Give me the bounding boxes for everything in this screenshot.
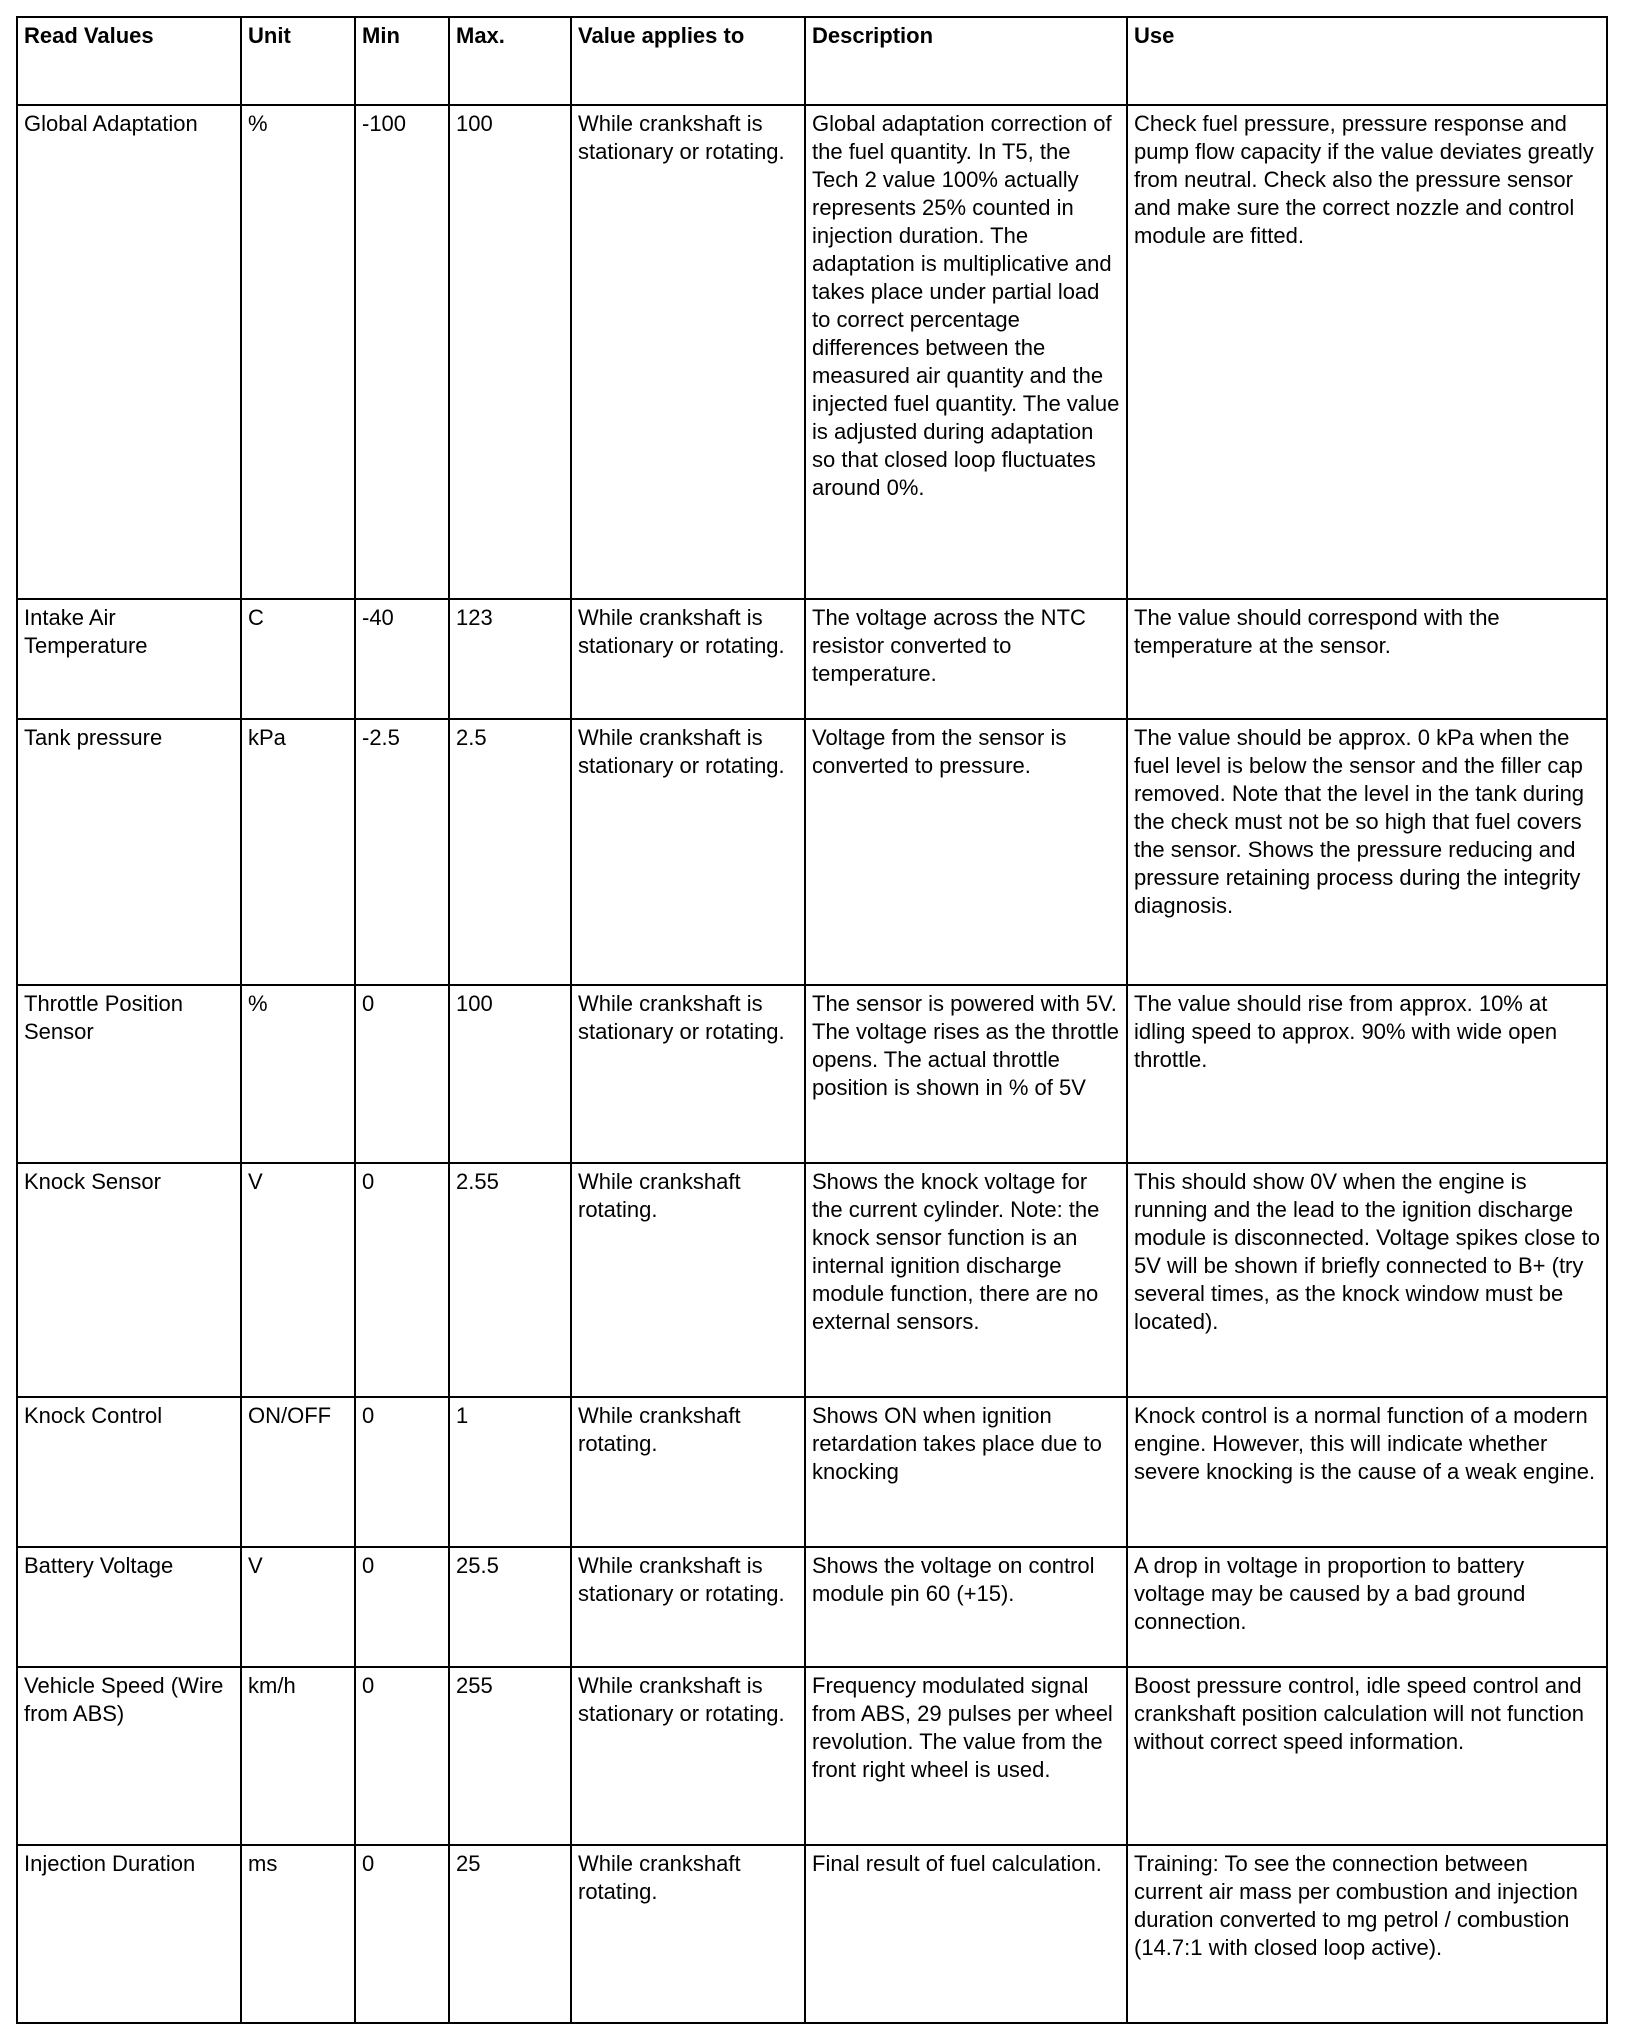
read-values-table	[16, 16, 1608, 2024]
cell-applies-to: While crankshaft is stationary or rotating.	[571, 599, 805, 719]
cell-read-value: Battery Voltage	[17, 1547, 241, 1667]
cell-max: 1	[449, 1397, 571, 1547]
header-row	[17, 17, 1607, 105]
cell-max: 2.5	[449, 719, 571, 985]
cell-max: 2.55	[449, 1163, 571, 1397]
cell-max: 100	[449, 985, 571, 1163]
table-row	[17, 985, 1607, 1163]
header-min: Min	[355, 17, 449, 105]
cell-max: 100	[449, 105, 571, 599]
cell-read-value: Throttle Position Sensor	[17, 985, 241, 1163]
cell-description: Shows the voltage on control module pin 60 (+15).	[805, 1547, 1127, 1667]
cell-min: 0	[355, 1547, 449, 1667]
cell-description: The voltage across the NTC resistor converted to temperature.	[805, 599, 1127, 719]
cell-max: 123	[449, 599, 571, 719]
cell-read-value: Knock Sensor	[17, 1163, 241, 1397]
header-max: Max.	[449, 17, 571, 105]
cell-max: 25.5	[449, 1547, 571, 1667]
cell-use: This should show 0V when the engine is running and the lead to the ignition discharge module is disconnected. Voltage spikes close to 5V will be shown if briefly connected to B+ (try several times, as the knock window must be located).	[1127, 1163, 1607, 1397]
cell-min: 0	[355, 1845, 449, 2023]
cell-unit: ON/OFF	[241, 1397, 355, 1547]
cell-min: 0	[355, 985, 449, 1163]
cell-unit: V	[241, 1547, 355, 1667]
cell-min: 0	[355, 1667, 449, 1845]
cell-unit: V	[241, 1163, 355, 1397]
cell-description: Shows ON when ignition retardation takes place due to knocking	[805, 1397, 1127, 1547]
cell-max: 255	[449, 1667, 571, 1845]
table-row	[17, 1845, 1607, 2023]
cell-min: 0	[355, 1397, 449, 1547]
cell-applies-to: While crankshaft is stationary or rotating.	[571, 985, 805, 1163]
cell-use: Check fuel pressure, pressure response and pump flow capacity if the value deviates greatly from neutral. Check also the pressure sensor and make sure the correct nozzle and control module are fitted.	[1127, 105, 1607, 599]
cell-description: The sensor is powered with 5V. The voltage rises as the throttle opens. The actual throttle position is shown in % of 5V	[805, 985, 1127, 1163]
cell-description: Frequency modulated signal from ABS, 29 pulses per wheel revolution. The value from the front right wheel is used.	[805, 1667, 1127, 1845]
cell-applies-to: While crankshaft rotating.	[571, 1845, 805, 2023]
table-row	[17, 1397, 1607, 1547]
cell-description: Global adaptation correction of the fuel quantity. In T5, the Tech 2 value 100% actually represents 25% counted in injection duration. The adaptation is multiplicative and takes place under partial load to correct percentage differences between the measured air quantity and the injected fuel quantity. The value is adjusted during adaptation so that closed loop fluctuates around 0%.	[805, 105, 1127, 599]
cell-use: Boost pressure control, idle speed control and crankshaft position calculation will not function without correct speed information.	[1127, 1667, 1607, 1845]
table-row	[17, 1547, 1607, 1667]
table-row	[17, 1163, 1607, 1397]
cell-read-value: Vehicle Speed (Wire from ABS)	[17, 1667, 241, 1845]
cell-description: Voltage from the sensor is converted to pressure.	[805, 719, 1127, 985]
cell-use: Training: To see the connection between current air mass per combustion and injection duration converted to mg petrol / combustion (14.7:1 with closed loop active).	[1127, 1845, 1607, 2023]
cell-min: -40	[355, 599, 449, 719]
cell-description: Final result of fuel calculation.	[805, 1845, 1127, 2023]
cell-applies-to: While crankshaft is stationary or rotating.	[571, 105, 805, 599]
header-unit: Unit	[241, 17, 355, 105]
read-values-document	[16, 16, 1606, 2024]
header-read-values: Read Values	[17, 17, 241, 105]
cell-read-value: Global Adaptation	[17, 105, 241, 599]
header-description: Description	[805, 17, 1127, 105]
cell-max: 25	[449, 1845, 571, 2023]
cell-unit: %	[241, 105, 355, 599]
cell-unit: ms	[241, 1845, 355, 2023]
header-use: Use	[1127, 17, 1607, 105]
cell-use: The value should rise from approx. 10% at idling speed to approx. 90% with wide open throttle.	[1127, 985, 1607, 1163]
cell-applies-to: While crankshaft is stationary or rotating.	[571, 1547, 805, 1667]
cell-use: Knock control is a normal function of a modern engine. However, this will indicate whether severe knocking is the cause of a weak engine.	[1127, 1397, 1607, 1547]
cell-min: 0	[355, 1163, 449, 1397]
cell-read-value: Tank pressure	[17, 719, 241, 985]
cell-applies-to: While crankshaft is stationary or rotating.	[571, 719, 805, 985]
cell-description: Shows the knock voltage for the current cylinder. Note: the knock sensor function is an internal ignition discharge module function, there are no external sensors.	[805, 1163, 1127, 1397]
cell-unit: kPa	[241, 719, 355, 985]
cell-unit: C	[241, 599, 355, 719]
table-row	[17, 599, 1607, 719]
cell-use: The value should be approx. 0 kPa when the fuel level is below the sensor and the filler cap removed. Note that the level in the tank during the check must not be so high that fuel covers the sensor. Shows the pressure reducing and pressure retaining process during the integrity diagnosis.	[1127, 719, 1607, 985]
cell-use: The value should correspond with the temperature at the sensor.	[1127, 599, 1607, 719]
cell-read-value: Knock Control	[17, 1397, 241, 1547]
cell-unit: %	[241, 985, 355, 1163]
cell-unit: km/h	[241, 1667, 355, 1845]
table-row	[17, 719, 1607, 985]
cell-min: -2.5	[355, 719, 449, 985]
cell-applies-to: While crankshaft is stationary or rotating.	[571, 1667, 805, 1845]
cell-read-value: Intake Air Temperature	[17, 599, 241, 719]
table-row	[17, 105, 1607, 599]
header-value-applies-to: Value applies to	[571, 17, 805, 105]
cell-read-value: Injection Duration	[17, 1845, 241, 2023]
cell-use: A drop in voltage in proportion to battery voltage may be caused by a bad ground connection.	[1127, 1547, 1607, 1667]
cell-applies-to: While crankshaft rotating.	[571, 1163, 805, 1397]
cell-applies-to: While crankshaft rotating.	[571, 1397, 805, 1547]
cell-min: -100	[355, 105, 449, 599]
table-row	[17, 1667, 1607, 1845]
